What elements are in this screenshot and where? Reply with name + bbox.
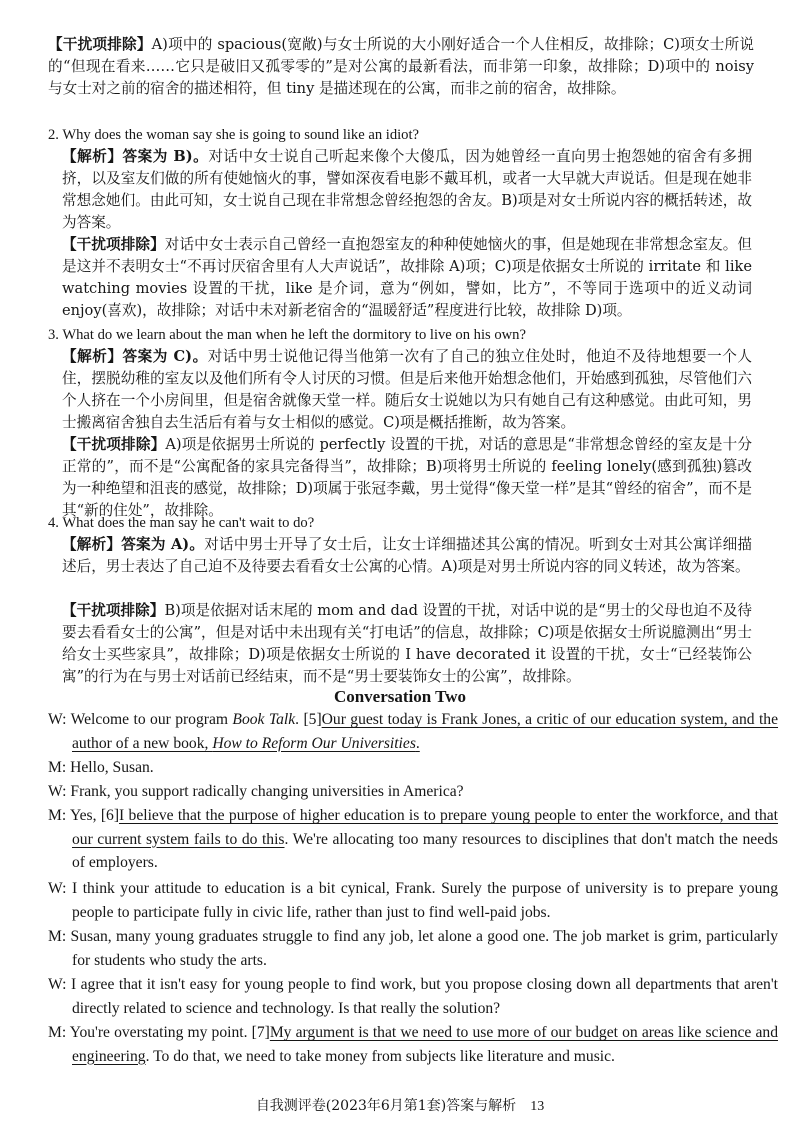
analysis-label: 【解析】答案为 B)。 (62, 148, 209, 165)
speaker-label: W: (48, 880, 67, 897)
page-number: 13 (530, 1099, 545, 1114)
analysis-label: 【解析】答案为 C)。 (62, 348, 208, 365)
speaker-label: M: (48, 759, 67, 776)
dialogue-line: M: Hello, Susan. (48, 759, 154, 776)
interference-label: 【干扰项排除】 (48, 36, 152, 53)
program-name: Book Talk (232, 711, 296, 728)
interference-label: 【干扰项排除】 (62, 236, 165, 253)
underlined-answer: I believe that the purpose of higher education is to prepare young people to enter the workforce, and that our current system fails to do this (72, 807, 779, 848)
q4-interference (62, 600, 752, 688)
dialogue-line: M: Susan, many young graduates struggle to find any job, let alone a good one. The job market is grim, particularly for students who study the arts. (48, 928, 778, 969)
underlined-answer: Our guest today is Frank Jones, a critic of our education system, and the author of a new book, (72, 711, 779, 752)
q3-interference (62, 434, 752, 522)
question-marker: [7] (251, 1024, 270, 1041)
dialogue-line: W: Welcome to our program Book Talk. [5]Our guest today is Frank Jones, a critic of our education system, and the author of a new book, How to Reform Our Universities. (48, 711, 779, 752)
question-marker: [6] (100, 807, 120, 824)
analysis-text: 对话中女士说自己听起来像个大傻瓜，因为她曾经一直向男士抱怨她的宿舍有多拥挤，以及室友们做的所有使她恼火的事，譬如深夜看电影不戴耳机，或者一大早就大声说话。但是现在她非常想念她们。由此可知，女士说自己现在非常想念曾经抱怨的舍友。B)项是对女士所说内容的概括转述，故为答案。 (62, 148, 752, 231)
analysis-text: 对话中男士开导了女士后，让女士详细描述其公寓的情况。听到女士对其公寓详细描述后，男士表达了自己迫不及待要去看看女士公寓的心情。A)项是对男士所说内容的同义转述，故为答案。 (62, 536, 752, 575)
interference-label: 【干扰项排除】 (62, 436, 166, 453)
dialogue-line: W: I think your attitude to education is a bit cynical, Frank. Surely the purpose of university is to prepare young people to participate fully in civic life, rather than just to find well-paid jobs. (48, 880, 778, 921)
q4-analysis (62, 534, 752, 578)
footer-text: 自我测评卷(2023年6月第1套)答案与解析 (255, 1098, 517, 1114)
q2-analysis (62, 146, 752, 234)
question-2: 2. Why does the woman say she is going to sound like an idiot? (48, 127, 420, 143)
q2-interference (62, 234, 752, 322)
interference-text: 对话中女士表示自己曾经一直抱怨室友的种种使她恼火的事，但是她现在非常想念室友。但是这并不表明女士“不再讨厌宿舍里有人大声说话”，故排除 A)项；C)项是依据女士所说的 irritate 和 like watching movies 设置的干扰，like 是介词，意为“例如，譬如，比方”，不等同于选项中的近义动词 enjoy(喜欢)，故排除；对话中未对新老宿舍的“温暖舒适”程度进行比较，故排除 D)项。 (62, 236, 752, 319)
speaker-label: W: (48, 976, 67, 993)
interference-label: 【干扰项排除】 (62, 602, 165, 619)
dialogue-line: M: You're overstating my point. [7]My argument is that we need to use more of our budget on areas like science and engineering. To do that, we need to take money from subjects like literature and music. (48, 1024, 778, 1065)
question-4: 4. What does the man say he can't wait to do? (48, 515, 315, 531)
q3-analysis (62, 346, 752, 434)
question-3: 3. What do we learn about the man when he left the dormitory to live on his own? (48, 327, 526, 343)
speaker-label: M: (48, 807, 67, 824)
dialogue-line: W: Frank, you support radically changing universities in America? (48, 783, 464, 800)
dialogue-line: W: I agree that it isn't easy for young people to find work, but you propose closing down all departments that aren't directly related to science and technology. Is that really the solution? (48, 976, 778, 1017)
interference-text: A)项是依据男士所说的 perfectly 设置的干扰，对话的意思是“非常想念曾经的室友是十分正常的”，而不是“公寓配备的家具完备得当”，故排除；B)项将男士所说的 feeling lonely(感到孤独)篡改为一种绝望和沮丧的感觉，故排除；D)项属于张冠李戴，男士觉得“像天堂一样”是其“曾经的宿舍”，而不是其“新的住处”，故排除。 (62, 436, 752, 519)
conversation-title: Conversation Two (333, 687, 467, 706)
speaker-label: M: (48, 1024, 67, 1041)
analysis-text: 对话中男士说他记得当他第一次有了自己的独立住处时，他迫不及待地想要一个人住，摆脱幼稚的室友以及他们所有令人讨厌的习惯。但是后来他开始想念他们，开始感到孤独，尽管他们六个人挤在一个小房间里，但是宿舍就像天堂一样。随后女士说她以为只有她自己有这种感觉。由此可知，男士搬离宿舍独自去生活后有着与女士相似的感觉。C)项是概括推断，故为答案。 (62, 348, 752, 431)
underlined-answer: My argument is that we need to use more of our budget on areas like science and engineering (72, 1024, 778, 1065)
book-title: How to Reform Our Universities (212, 734, 416, 752)
speaker-label: W: (48, 783, 67, 800)
speaker-label: M: (48, 928, 67, 945)
speaker-label: W: (48, 711, 67, 728)
question-marker: [5] (303, 711, 322, 728)
analysis-label: 【解析】答案为 A)。 (62, 536, 205, 553)
interference-text: A)项中的 spacious(宽敞)与女士所说的大小刚好适合一个人住相反，故排除；C)项女士所说的“但现在看来……它只是破旧又孤零零的”是对公寓的最新看法，而非第一印象，故排除；D)项中的 noisy 与女士对之前的宿舍的描述相符，但 tiny 是描述现在的公寓，而非之前的宿舍，故排除。 (48, 36, 754, 97)
q1-interference (48, 34, 754, 100)
dialogue-line: M: Yes, [6]I believe that the purpose of higher education is to prepare young people to enter the workforce, and that our current system fails to do this. We're allocating too many resources to disciplines that don't match the needs of employers. (48, 807, 779, 871)
interference-text: B)项是依据对话末尾的 mom and dad 设置的干扰，对话中说的是“男士的父母也迫不及待要去看看女士的公寓”，但是对话中未出现有关“打电话”的信息，故排除；C)项是依据女士所说臆测出“男士给女士买些家具”，故排除；D)项是依据女士所说的 I have decorated it 设置的干扰，女士“已经装饰公寓”的行为在与男士对话前已经结束，而不是“男士要装饰女士的公寓”，故排除。 (62, 602, 752, 685)
page-footer (0, 1096, 800, 1117)
